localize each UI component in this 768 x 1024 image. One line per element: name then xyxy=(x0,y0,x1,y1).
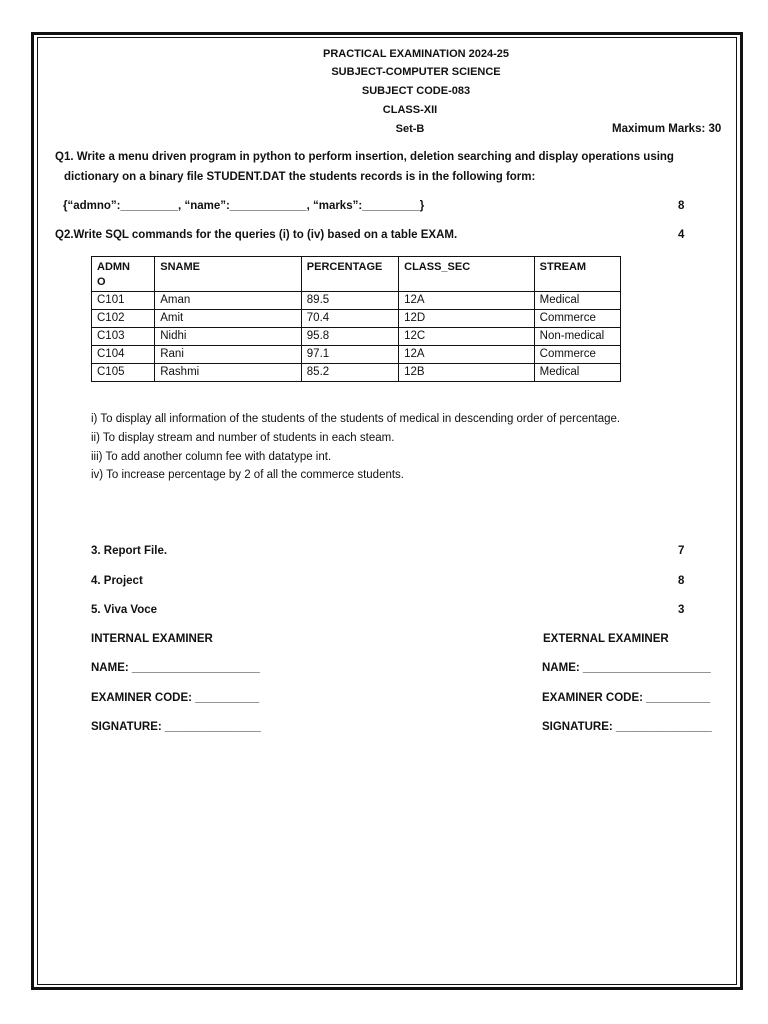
class-label: CLASS-XII xyxy=(382,104,438,116)
cell-class-sec: 12A xyxy=(399,346,535,364)
internal-examiner-title: INTERNAL EXAMINER xyxy=(91,633,213,645)
cell-stream: Medical xyxy=(534,292,620,310)
cell-stream: Commerce xyxy=(534,346,620,364)
cell-class-sec: 12A xyxy=(399,292,535,310)
table-row xyxy=(92,292,621,310)
table-row xyxy=(92,310,621,328)
exam-title: PRACTICAL EXAMINATION 2024-25 xyxy=(322,48,510,60)
q2-title: Q2.Write SQL commands for the queries (i) to (iv) based on a table EXAM. xyxy=(55,229,458,241)
q4-label: 4. Project xyxy=(91,575,143,587)
query-i: i) To display all information of the students of the students of medical in descending order of percentage. xyxy=(91,413,621,425)
cell-percentage: 95.8 xyxy=(301,328,398,346)
cell-class-sec: 12B xyxy=(399,364,535,382)
cell-admno: C102 xyxy=(92,310,155,328)
col-percentage: PERCENTAGE xyxy=(301,257,398,292)
cell-percentage: 70.4 xyxy=(301,310,398,328)
cell-admno: C104 xyxy=(92,346,155,364)
cell-percentage: 89.5 xyxy=(301,292,398,310)
q1-line2: dictionary on a binary file STUDENT.DAT the students records is in the following form: xyxy=(64,171,536,183)
cell-admno: C105 xyxy=(92,364,155,382)
cell-percentage: 85.2 xyxy=(301,364,398,382)
maximum-marks: Maximum Marks: 30 xyxy=(612,123,722,135)
table-header-row xyxy=(92,257,621,292)
external-signature-field: SIGNATURE: _______________ xyxy=(542,721,712,733)
cell-sname: Rashmi xyxy=(155,364,302,382)
cell-class-sec: 12C xyxy=(399,328,535,346)
exam-table xyxy=(91,256,621,382)
cell-stream: Non-medical xyxy=(534,328,620,346)
q1-record-format: {“admno”:_________, “name”:____________, “marks”:_________} xyxy=(63,200,425,212)
cell-admno: C103 xyxy=(92,328,155,346)
external-examiner-title: EXTERNAL EXAMINER xyxy=(543,633,669,645)
col-stream: STREAM xyxy=(534,257,620,292)
cell-admno: C101 xyxy=(92,292,155,310)
external-code-field: EXAMINER CODE: __________ xyxy=(542,692,711,704)
q4-marks: 8 xyxy=(678,575,685,587)
query-iv: iv) To increase percentage by 2 of all the commerce students. xyxy=(91,469,405,481)
internal-signature-field: SIGNATURE: _______________ xyxy=(91,721,261,733)
col-class-sec: CLASS_SEC xyxy=(399,257,535,292)
cell-sname: Rani xyxy=(155,346,302,364)
q5-label: 5. Viva Voce xyxy=(91,604,158,616)
q1-marks: 8 xyxy=(678,200,685,212)
table-row xyxy=(92,328,621,346)
query-ii: ii) To display stream and number of students in each steam. xyxy=(91,432,395,444)
external-name-field: NAME: ____________________ xyxy=(542,662,711,674)
q5-marks: 3 xyxy=(678,604,685,616)
cell-sname: Nidhi xyxy=(155,328,302,346)
q3-marks: 7 xyxy=(678,545,685,557)
cell-stream: Medical xyxy=(534,364,620,382)
internal-name-field: NAME: ____________________ xyxy=(91,662,260,674)
subject-code: SUBJECT CODE-083 xyxy=(361,85,471,97)
table-row xyxy=(92,346,621,364)
q3-label: 3. Report File. xyxy=(91,545,168,557)
q1-line1: Q1. Write a menu driven program in python to perform insertion, deletion searching and display operations using xyxy=(55,151,674,163)
q2-marks: 4 xyxy=(678,229,685,241)
table-row xyxy=(92,364,621,382)
cell-sname: Aman xyxy=(155,292,302,310)
set-label: Set-B xyxy=(395,123,425,135)
cell-class-sec: 12D xyxy=(399,310,535,328)
cell-sname: Amit xyxy=(155,310,302,328)
subject-title: SUBJECT-COMPUTER SCIENCE xyxy=(331,66,501,78)
cell-stream: Commerce xyxy=(534,310,620,328)
cell-percentage: 97.1 xyxy=(301,346,398,364)
col-admno: ADMN O xyxy=(92,257,155,292)
query-iii: iii) To add another column fee with datatype int. xyxy=(91,451,332,463)
internal-code-field: EXAMINER CODE: __________ xyxy=(91,692,260,704)
col-sname: SNAME xyxy=(155,257,302,292)
